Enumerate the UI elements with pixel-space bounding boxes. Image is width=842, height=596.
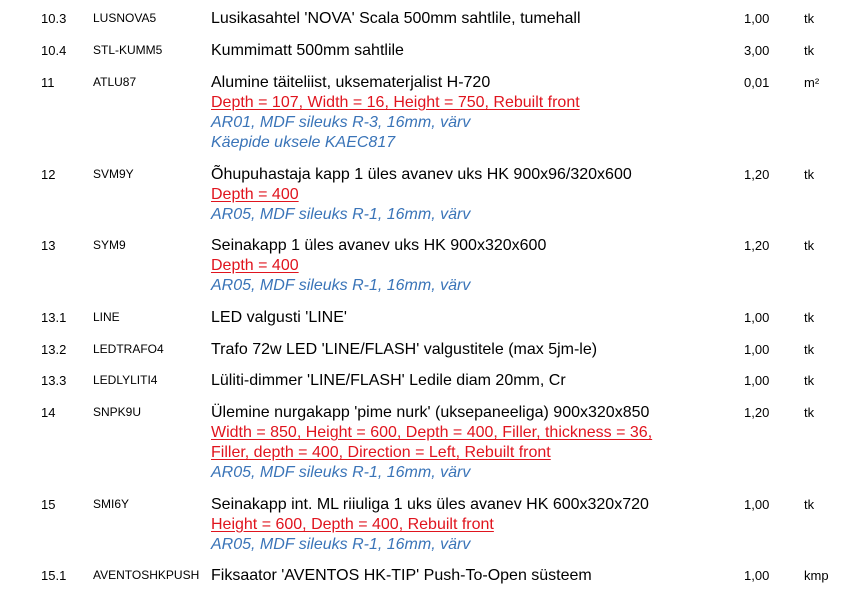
dimension-note: Height = 600, Depth = 400, Rebuilt front xyxy=(211,516,494,533)
row-number: 13 xyxy=(41,238,56,253)
material-note: AR05, MDF sileuks R-1, 16mm, värv xyxy=(211,464,471,481)
product-code: ATLU87 xyxy=(93,75,137,89)
item-description: Fiksaator 'AVENTOS HK-TIP' Push-To-Open süsteem xyxy=(211,567,592,584)
product-code: SYM9 xyxy=(93,238,126,252)
product-code: AVENTOSHKPUSH xyxy=(93,568,200,582)
dimension-note: Width = 850, Height = 600, Depth = 400, Filler, thickness = 36, xyxy=(211,424,653,441)
unit: m² xyxy=(804,75,820,90)
row-number: 10.4 xyxy=(41,43,67,58)
quantity: 1,00 xyxy=(744,310,770,325)
quantity: 1,20 xyxy=(744,405,770,420)
quantity: 1,00 xyxy=(744,497,770,512)
row-number: 10.3 xyxy=(41,11,67,26)
unit: tk xyxy=(804,497,815,512)
item-description: Alumine täiteliist, uksematerjalist H-720 xyxy=(211,74,491,91)
quantity: 0,01 xyxy=(744,75,770,90)
row-number: 13.3 xyxy=(41,373,67,388)
unit: tk xyxy=(804,43,815,58)
dimension-note: Depth = 400 xyxy=(211,186,299,203)
item-description: Lusikasahtel 'NOVA' Scala 500mm sahtlile, tumehall xyxy=(211,10,581,27)
row-number: 14 xyxy=(41,405,56,420)
product-code: LUSNOVA5 xyxy=(93,11,157,25)
product-code: STL-KUMM5 xyxy=(93,43,163,57)
quantity: 1,00 xyxy=(744,342,770,357)
unit: kmp xyxy=(804,568,829,583)
unit: tk xyxy=(804,167,815,182)
unit: tk xyxy=(804,238,815,253)
item-description: LED valgusti 'LINE' xyxy=(211,309,347,326)
row-number: 13.1 xyxy=(41,310,67,325)
item-description: Kummimatt 500mm sahtlile xyxy=(211,42,404,59)
dimension-note: Depth = 107, Width = 16, Height = 750, Rebuilt front xyxy=(211,94,580,111)
unit: tk xyxy=(804,373,815,388)
product-code: LEDTRAFO4 xyxy=(93,342,164,356)
material-note: AR05, MDF sileuks R-1, 16mm, värv xyxy=(211,536,471,553)
quantity: 1,00 xyxy=(744,373,770,388)
row-number: 13.2 xyxy=(41,342,67,357)
quantity: 1,20 xyxy=(744,238,770,253)
product-code: LEDLYLITI4 xyxy=(93,373,158,387)
row-number: 15 xyxy=(41,497,56,512)
material-note: Käepide uksele KAEC817 xyxy=(211,134,396,151)
item-description: Lüliti-dimmer 'LINE/FLASH' Ledile diam 20mm, Cr xyxy=(211,372,566,389)
dimension-note: Depth = 400 xyxy=(211,257,299,274)
row-number: 15.1 xyxy=(41,568,67,583)
quantity: 1,00 xyxy=(744,568,770,583)
product-code: LINE xyxy=(93,310,120,324)
item-description: Trafo 72w LED 'LINE/FLASH' valgustitele (max 5jm-le) xyxy=(211,341,598,358)
quantity: 1,20 xyxy=(744,167,770,182)
row-number: 12 xyxy=(41,167,56,182)
quantity: 3,00 xyxy=(744,43,770,58)
dimension-note: Filler, depth = 400, Direction = Left, Rebuilt front xyxy=(211,444,551,461)
product-code: SNPK9U xyxy=(93,405,142,419)
unit: tk xyxy=(804,405,815,420)
item-description: Õhupuhastaja kapp 1 üles avanev uks HK 900x96/320x600 xyxy=(211,166,632,183)
material-note: AR01, MDF sileuks R-3, 16mm, värv xyxy=(211,114,471,131)
item-description: Seinakapp int. ML riiuliga 1 uks üles avanev HK 600x320x720 xyxy=(211,496,649,513)
item-description: Seinakapp 1 üles avanev uks HK 900x320x600 xyxy=(211,237,547,254)
row-number: 11 xyxy=(41,75,55,90)
product-code: SMI6Y xyxy=(93,497,130,511)
unit: tk xyxy=(804,342,815,357)
unit: tk xyxy=(804,11,815,26)
quantity: 1,00 xyxy=(744,11,770,26)
unit: tk xyxy=(804,310,815,325)
item-description: Ülemine nurgakapp 'pime nurk' (uksepaneeliga) 900x320x850 xyxy=(211,404,650,421)
material-note: AR05, MDF sileuks R-1, 16mm, värv xyxy=(211,277,471,294)
product-code: SVM9Y xyxy=(93,167,134,181)
material-note: AR05, MDF sileuks R-1, 16mm, värv xyxy=(211,206,471,223)
